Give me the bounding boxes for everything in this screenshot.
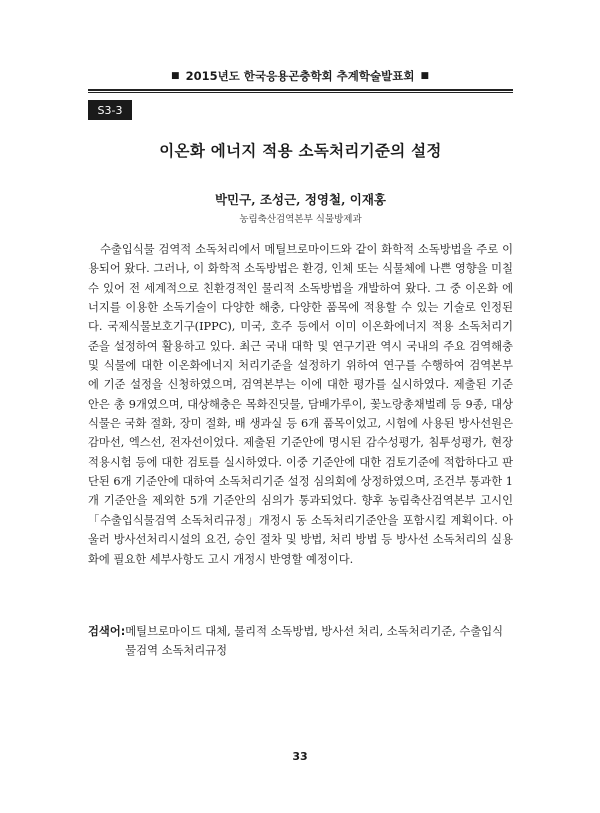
paper-title: 이온화 에너지 적용 소독처리기준의 설정 bbox=[159, 142, 442, 160]
running-header bbox=[0, 66, 600, 86]
session-tag: S3-3 bbox=[88, 100, 132, 120]
keywords-label: 검색어: bbox=[88, 625, 126, 638]
header-square-right: ■ bbox=[420, 71, 429, 81]
authors: 박민구, 조성근, 정영철, 이재홍 bbox=[214, 192, 386, 207]
affiliation: 농림축산검역본부 식물방제과 bbox=[239, 214, 362, 225]
page-number: 33 bbox=[292, 750, 308, 763]
header-rule-thin bbox=[88, 92, 513, 93]
header-text: 2015년도 한국응용곤충학회 추계학술발표회 bbox=[185, 69, 415, 83]
header-square-left: ■ bbox=[171, 71, 180, 81]
keywords-text: 메틸브로마이드 대체, 물리적 소독방법, 방사선 처리, 소독처리기준, 수출입식물검역 소독처리규정 bbox=[125, 625, 504, 658]
header-rule-thick bbox=[88, 89, 513, 91]
abstract-body: 수출입식물 검역적 소독처리에서 메틸브로마이드와 같이 화학적 소독방법을 주로 이용되어 왔다. 그러나, 이 화학적 소독방법은 환경, 인체 또는 식물체에 나쁜 영향을 미칠 수 있어 전 세계적으로 친환경적인 물리적 소독방법을 개발하여 왔다. 그 중 이온화 에너지를 이용한 소독기술이 다양한 해충, 다양한 품목에 적용할 수 있는 기술로 인정된다. 국제식물보호기구(IPPC), 미국, 호주 등에서 이미 이온화에너지 적용 소독처리기준을 설정하여 활용하고 있다. 최근 국내 대학 및 연구기관 역시 국내의 주요 검역해충 및 식물에 대한 이온화에너지 처리기준을 설정하기 위하여 연구를 수행하여 검역본부에 기준 설정을 신청하였으며, 검역본부는 이에 대한 평가를 실시하였다. 제출된 기준안은 총 9개였으며, 대상해충은 목화진딧물, 담배가루이, 꽃노랑총채벌레 등 9종, 대상식물은 국화 절화, 장미 절화, 배 생과실 등 6개 품목이었고, 시험에 사용된 방사선원은 감마선, 엑스선, 전자선이었다. 제출된 기준안에 명시된 감수성평가, 침투성평가, 현장적용시험 등에 대한 검토를 실시하였다. 이중 기준안에 대한 검토기준에 적합하다고 판단된 6개 기준안에 대하여 소독처리기준 설정 심의회에 상정하였으며, 조건부 통과한 1개 기준안을 제외한 5개 기준안의 심의가 통과되었다. 향후 농림축산검역본부 고시인「수출입식물검역 소독처리규정」개정시 동 소독처리기준안을 포함시킬 계획이다. 아울러 방사선처리시설의 요건, 승인 절차 및 방법, 처리 방법 등 방사선 소독처리의 실용화에 필요한 세부사항도 고시 개정시 반영할 예정이다. bbox=[88, 243, 513, 566]
keywords-block bbox=[88, 622, 513, 661]
